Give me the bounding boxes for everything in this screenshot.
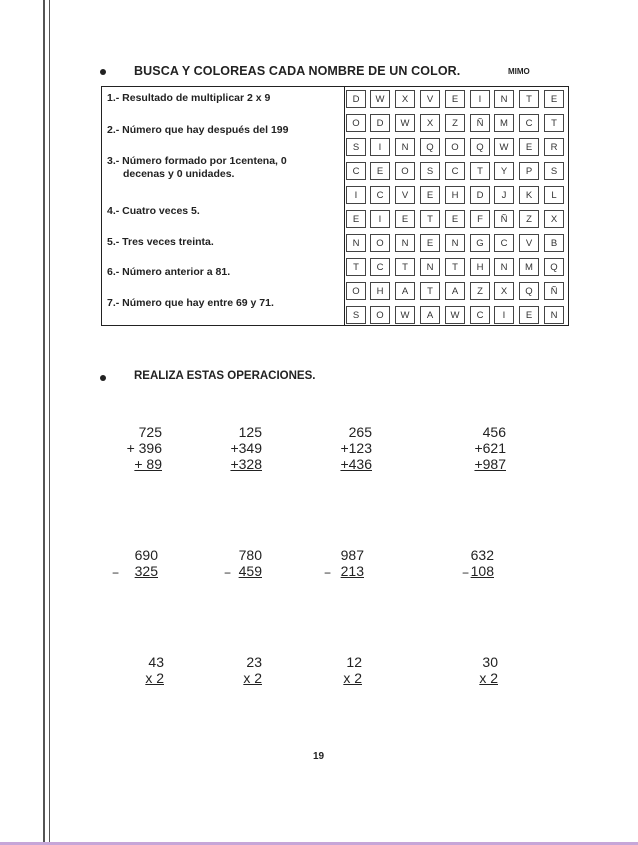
wordsearch-panel	[101, 86, 569, 326]
multiplication-problem	[292, 654, 362, 686]
question-1	[107, 92, 341, 105]
operand: 43	[148, 654, 164, 670]
operand: 325	[134, 563, 158, 579]
grid-letter: S	[346, 138, 366, 156]
grid-letter: C	[370, 258, 390, 276]
operand: 459	[238, 563, 262, 579]
question-3	[107, 155, 341, 181]
operand: 987	[340, 547, 364, 563]
grid-letter: E	[370, 162, 390, 180]
grid-letter: N	[445, 234, 465, 252]
addition-problem	[436, 424, 506, 472]
operand: 125	[238, 424, 262, 440]
operand: 780	[238, 547, 262, 563]
grid-letter: T	[395, 258, 415, 276]
grid-letter: X	[544, 210, 564, 228]
question-text: 3.- Número formado por 1centena, 0	[107, 155, 287, 167]
letter-grid	[344, 87, 568, 325]
operand: 30	[482, 654, 498, 670]
operand: 265	[348, 424, 372, 440]
grid-letter: V	[395, 186, 415, 204]
operand: 632	[470, 547, 494, 563]
grid-letter: N	[420, 258, 440, 276]
grid-letter: E	[420, 186, 440, 204]
grid-letter: S	[420, 162, 440, 180]
grid-letter: E	[395, 210, 415, 228]
grid-letter: B	[544, 234, 564, 252]
question-2	[107, 124, 341, 137]
grid-letter: V	[519, 234, 539, 252]
bullet-icon	[100, 375, 106, 381]
operand: +349	[230, 440, 262, 456]
operand: x 2	[243, 670, 262, 686]
grid-letter: W	[445, 306, 465, 324]
operand: +328	[230, 456, 262, 472]
grid-letter: T	[445, 258, 465, 276]
grid-letter: L	[544, 186, 564, 204]
grid-letter: C	[470, 306, 490, 324]
grid-letter: Y	[494, 162, 514, 180]
grid-letter: C	[519, 114, 539, 132]
question-text-continued: decenas y 0 unidades.	[123, 168, 235, 180]
grid-letter: E	[346, 210, 366, 228]
minus-sign: −	[324, 566, 332, 580]
grid-letter: P	[519, 162, 539, 180]
grid-letter: A	[420, 306, 440, 324]
subtraction-problem	[88, 547, 158, 579]
grid-letter: W	[494, 138, 514, 156]
grid-letter: N	[494, 90, 514, 108]
grid-letter: O	[370, 234, 390, 252]
grid-letter: N	[494, 258, 514, 276]
grid-letter: E	[544, 90, 564, 108]
question-text: 6.- Número anterior a 81.	[107, 266, 231, 278]
grid-letter: T	[420, 210, 440, 228]
operand: +123	[340, 440, 372, 456]
operand: +621	[474, 440, 506, 456]
question-text: 1.- Resultado de multiplicar 2 x 9	[107, 92, 271, 104]
grid-letter: X	[494, 282, 514, 300]
grid-letter: S	[544, 162, 564, 180]
grid-letter: V	[420, 90, 440, 108]
question-7	[107, 297, 341, 310]
wordsearch-header	[100, 64, 570, 80]
grid-letter: E	[420, 234, 440, 252]
grid-letter: W	[370, 90, 390, 108]
grid-letter: K	[519, 186, 539, 204]
questions-list	[102, 87, 345, 325]
grid-letter: S	[346, 306, 366, 324]
subtraction-problem	[294, 547, 364, 579]
grid-letter: E	[445, 210, 465, 228]
question-text: 5.- Tres veces treinta.	[107, 236, 214, 248]
wordsearch-tag: MIMO	[508, 67, 530, 76]
grid-letter: O	[445, 138, 465, 156]
grid-letter: I	[470, 90, 490, 108]
grid-letter: T	[544, 114, 564, 132]
grid-letter: D	[470, 186, 490, 204]
grid-letter: E	[445, 90, 465, 108]
question-6	[107, 266, 341, 279]
minus-sign: −	[462, 566, 470, 580]
operand: +436	[340, 456, 372, 472]
grid-letter: O	[346, 282, 366, 300]
subtraction-problem	[192, 547, 262, 579]
grid-letter: Z	[519, 210, 539, 228]
grid-letter: Ñ	[494, 210, 514, 228]
grid-letter: Q	[519, 282, 539, 300]
question-4	[107, 205, 341, 218]
bullet-icon	[100, 69, 106, 75]
grid-letter: X	[420, 114, 440, 132]
grid-letter: X	[395, 90, 415, 108]
grid-letter: Q	[470, 138, 490, 156]
grid-letter: O	[346, 114, 366, 132]
operand: + 396	[126, 440, 162, 456]
grid-letter: N	[395, 234, 415, 252]
left-margin-line-inner	[49, 0, 50, 845]
grid-letter: O	[370, 306, 390, 324]
multiplication-problem	[94, 654, 164, 686]
grid-letter: T	[420, 282, 440, 300]
operand: 725	[138, 424, 162, 440]
operand: x 2	[479, 670, 498, 686]
page-number: 19	[313, 751, 325, 762]
grid-letter: T	[470, 162, 490, 180]
question-5	[107, 236, 341, 249]
grid-letter: R	[544, 138, 564, 156]
grid-letter: F	[470, 210, 490, 228]
grid-letter: E	[519, 306, 539, 324]
multiplication-problem	[192, 654, 262, 686]
addition-problem	[192, 424, 262, 472]
grid-letter: C	[370, 186, 390, 204]
grid-letter: T	[519, 90, 539, 108]
multiplication-problem	[428, 654, 498, 686]
operations-title: REALIZA ESTAS OPERACIONES.	[134, 370, 316, 382]
operand: 12	[346, 654, 362, 670]
grid-letter: D	[346, 90, 366, 108]
grid-letter: G	[470, 234, 490, 252]
grid-letter: I	[370, 138, 390, 156]
grid-letter: C	[445, 162, 465, 180]
subtraction-problem	[424, 547, 494, 579]
grid-letter: T	[346, 258, 366, 276]
addition-problem	[302, 424, 372, 472]
grid-letter: H	[470, 258, 490, 276]
grid-letter: I	[346, 186, 366, 204]
grid-letter: N	[544, 306, 564, 324]
grid-letter: Z	[445, 114, 465, 132]
question-text: 4.- Cuatro veces 5.	[107, 205, 200, 217]
question-text: 7.- Número que hay entre 69 y 71.	[107, 297, 274, 309]
operand: x 2	[343, 670, 362, 686]
grid-letter: W	[395, 306, 415, 324]
question-text: 2.- Número que hay después del 199	[107, 124, 289, 136]
grid-letter: Q	[420, 138, 440, 156]
operand: 690	[134, 547, 158, 563]
grid-letter: N	[346, 234, 366, 252]
grid-letter: C	[346, 162, 366, 180]
grid-letter: H	[370, 282, 390, 300]
operand: x 2	[145, 670, 164, 686]
minus-sign: −	[224, 566, 232, 580]
grid-letter: E	[519, 138, 539, 156]
grid-letter: D	[370, 114, 390, 132]
minus-sign: −	[112, 566, 120, 580]
grid-letter: I	[370, 210, 390, 228]
grid-letter: H	[445, 186, 465, 204]
operand: 213	[340, 563, 364, 579]
operand: + 89	[134, 456, 162, 472]
grid-letter: A	[395, 282, 415, 300]
grid-letter: O	[395, 162, 415, 180]
grid-letter: I	[494, 306, 514, 324]
grid-letter: M	[519, 258, 539, 276]
grid-letter: Ñ	[470, 114, 490, 132]
operations-header	[100, 370, 400, 386]
addition-problem	[92, 424, 162, 472]
grid-letter: N	[395, 138, 415, 156]
wordsearch-title: BUSCA Y COLOREAS CADA NOMBRE DE UN COLOR.	[134, 64, 461, 78]
grid-letter: M	[494, 114, 514, 132]
grid-letter: C	[494, 234, 514, 252]
grid-letter: Z	[470, 282, 490, 300]
grid-letter: Q	[544, 258, 564, 276]
operand: +987	[474, 456, 506, 472]
grid-letter: J	[494, 186, 514, 204]
grid-letter: Ñ	[544, 282, 564, 300]
grid-letter: W	[395, 114, 415, 132]
operand: 23	[246, 654, 262, 670]
left-margin-line	[43, 0, 45, 845]
grid-letter: A	[445, 282, 465, 300]
operand: 456	[482, 424, 506, 440]
operand: 108	[470, 563, 494, 579]
